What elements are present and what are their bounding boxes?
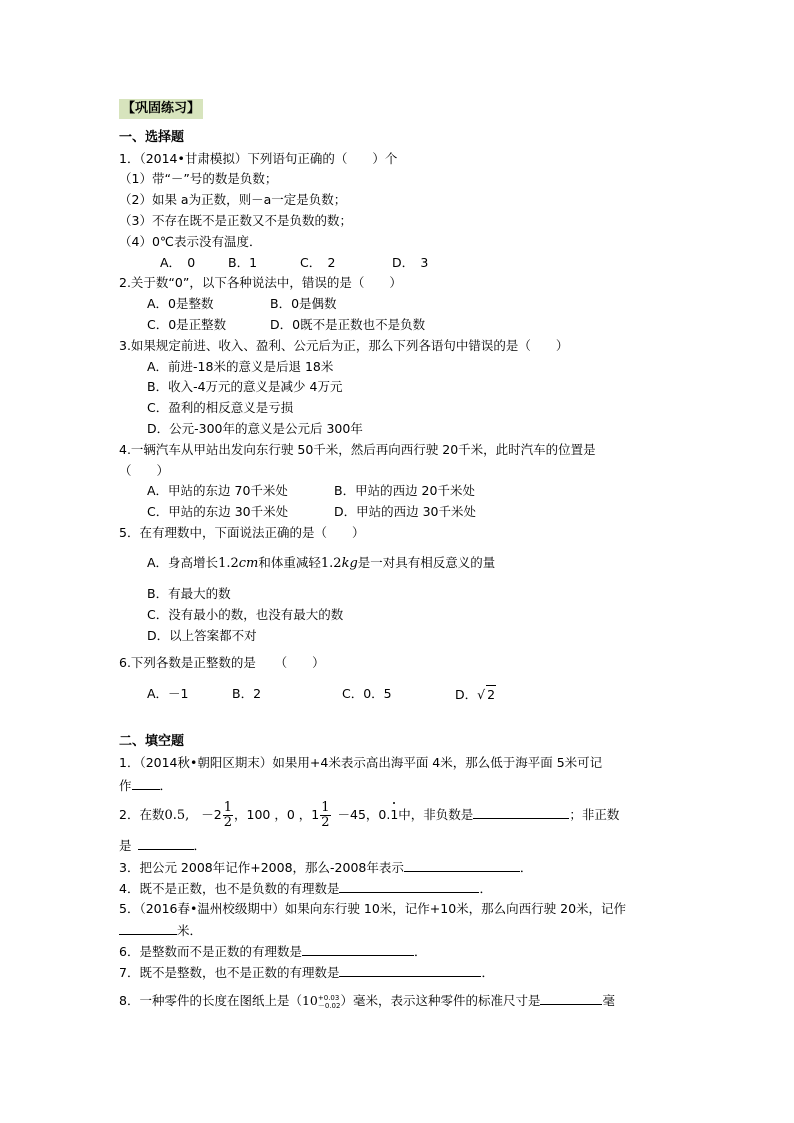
q2-option-c: C．0是正整数 [147, 317, 227, 332]
q4-stem-paren: （ ） [119, 463, 170, 478]
q4-option-d: D．甲站的西边 30千米处 [334, 504, 477, 519]
fill-q4-post: ． [479, 881, 492, 896]
tolerance-limits [318, 994, 341, 1010]
fill-q8 [119, 990, 615, 1012]
tolerance-base: 10 [301, 993, 318, 1008]
fill-q2-mid: 中，非负数是 [398, 807, 474, 822]
q3-option-c: C．盈利的相反意义是亏损 [147, 400, 294, 415]
q5-option-b: B．有最大的数 [147, 586, 231, 601]
q4-option-b: B．甲站的西边 20千米处 [334, 483, 475, 498]
q1-option-c: C． 2 [300, 255, 336, 270]
q1-statement-1: （1）带“－”号的数是负数； [119, 171, 278, 186]
fill-q2-line2-pre: 是 [119, 838, 132, 853]
q5-a-mid: 和体重减轻 [258, 555, 321, 570]
fill-q1-post: ． [159, 778, 173, 793]
q1-statement-2: （2）如果 a为正数，则－a一定是负数； [119, 192, 347, 207]
answer-blank[interactable] [339, 963, 481, 977]
fill-q5-line1: 5．（2016春•温州校级期中）如果向东行驶 10米，记作+10米，那么向西行驶 20米，记作 [119, 901, 627, 916]
q5-a-value-2: 1.2 [320, 556, 342, 571]
q5-option-a [147, 554, 495, 573]
answer-blank[interactable] [473, 805, 569, 819]
fill-q3-post: ． [519, 860, 533, 875]
fill-q1-line2 [119, 776, 172, 795]
answer-blank[interactable] [540, 991, 602, 1005]
q4-option-a: A．甲站的东边 70千米处 [147, 483, 288, 498]
fill-q7-post: ． [481, 965, 494, 980]
answer-blank[interactable] [119, 921, 177, 935]
fill-q8-post: 毫 [602, 993, 615, 1008]
fill-q3 [119, 858, 532, 877]
q6-option-d [455, 685, 496, 704]
q1-stem: 1．（2014•甘肃模拟）下列语句正确的（ ）个 [119, 151, 398, 166]
q5-option-d: D．以上答案都不对 [147, 628, 257, 643]
repeating-decimal-int: 0. [378, 807, 391, 822]
number-0-5: 0.5, [164, 808, 190, 823]
fill-q2-post: ；非正数 [569, 807, 620, 822]
fill-q7 [119, 963, 494, 982]
answer-blank[interactable] [138, 836, 194, 850]
fill-q8-pre: 8．一种零件的长度在图纸上是（ [119, 993, 302, 1008]
q5-a-unit-2: kg [341, 556, 358, 571]
fill-q2-line2 [119, 836, 206, 855]
fill-q1-line1: 1．（2014秋•朝阳区期末）如果用+4米表示高出海平面 4米，那么低于海平面 5米可记 [119, 755, 603, 770]
q2-option-a: A．0是整数 [147, 296, 214, 311]
fraction-half [223, 801, 233, 830]
fraction-numerator-2: 1 [321, 800, 330, 815]
fill-q5-post: 米． [177, 923, 203, 938]
q6-d-radicand: 2 [487, 687, 496, 702]
q1-option-d: D． 3 [392, 255, 429, 270]
fraction-denominator-2: 2 [321, 815, 330, 830]
q6-stem: 6.下列各数是正整数的是 （ ） [119, 655, 325, 670]
section-title-fill: 二、填空题 [119, 734, 185, 749]
fraction-half-2 [320, 801, 330, 830]
q5-option-c: C．没有最小的数，也没有最大的数 [147, 607, 344, 622]
fraction-numerator: 1 [223, 800, 232, 815]
fraction-denominator: 2 [223, 815, 232, 830]
q2-option-b: B．0是偶数 [270, 296, 337, 311]
q5-a-post: 是一对具有相反意义的量 [357, 555, 496, 570]
fill-q6-pre: 6．是整数而不是正数的有理数是 [119, 944, 302, 959]
q5-a-value-1: 1.2 [218, 556, 239, 571]
tolerance-upper: +0.03 [317, 993, 340, 1002]
fill-q1-pre: 作 [119, 778, 132, 793]
q4-stem: 4.一辆汽车从甲站出发向东行驶 50千米，然后再向西行驶 20千米，此时汽车的位置是 [119, 442, 596, 457]
q5-a-unit-1: cm [238, 556, 259, 571]
fill-q3-pre: 3．把公元 2008年记作+2008，那么-2008年表示 [119, 860, 404, 875]
fill-q4-pre: 4．既不是正数，也不是负数的有理数是 [119, 881, 340, 896]
q2-stem: 2.关于数“0”，以下各种说法中，错误的是（ ） [119, 275, 402, 290]
mixed-number-whole: －2 [201, 807, 222, 822]
q3-option-b: B．收入-4万元的意义是减少 4万元 [147, 379, 343, 394]
repeating-decimal-digit: 1 [390, 802, 398, 828]
q1-option-b: B．1 [228, 255, 258, 270]
sqrt-symbol: √ [477, 687, 486, 702]
q3-option-d: D．公元-300年的意义是公元后 300年 [147, 421, 363, 436]
section-title-choice: 一、选择题 [119, 130, 185, 145]
answer-blank[interactable] [132, 776, 160, 790]
fill-q5-line2 [119, 921, 202, 940]
q6-option-a: A．－1 [147, 686, 189, 701]
fill-q8-mid: ）毫米，表示这种零件的标准尺寸是 [340, 993, 541, 1008]
fill-q6-post: ． [413, 944, 427, 959]
numbers-100-0: ，100 ，0 ， [234, 807, 312, 822]
q6-option-c: C．0．5 [342, 686, 392, 701]
fill-q4 [119, 879, 492, 898]
q6-d-pre: D． [455, 687, 478, 702]
answer-blank[interactable] [302, 942, 414, 956]
q5-a-pre: A．身高增长 [147, 555, 219, 570]
number-minus-45: －45， [337, 807, 379, 822]
q2-option-d: D．0既不是正数也不是负数 [270, 317, 426, 332]
q6-option-b: B．2 [232, 686, 262, 701]
fill-q7-pre: 7．既不是整数，也不是正数的有理数是 [119, 965, 340, 980]
fill-q6 [119, 942, 426, 961]
fill-q2-pre: 2．在数 [119, 807, 165, 822]
fill-q2-line2-post: ． [193, 838, 207, 853]
fill-q2-line1 [119, 801, 619, 830]
q1-statement-4: （4）0℃表示没有温度． [119, 234, 262, 249]
q3-option-a: A．前进-18米的意义是后退 18米 [147, 359, 334, 374]
q4-option-c: C．甲站的东边 30千米处 [147, 504, 289, 519]
answer-blank[interactable] [404, 858, 520, 872]
q3-stem: 3.如果规定前进、收入、盈利、公元后为正，那么下列各语句中错误的是（ ） [119, 338, 569, 353]
q1-statement-3: （3）不存在既不是正数又不是负数的数； [119, 213, 352, 228]
q1-option-a: A． 0 [160, 255, 196, 270]
q5-stem: 5．在有理数中，下面说法正确的是（ ） [119, 525, 365, 540]
section-banner: 【巩固练习】 [119, 99, 203, 119]
tolerance-lower: －0.02 [317, 1001, 341, 1010]
answer-blank[interactable] [339, 879, 479, 893]
mixed-number-whole-2: 1 [311, 807, 320, 822]
